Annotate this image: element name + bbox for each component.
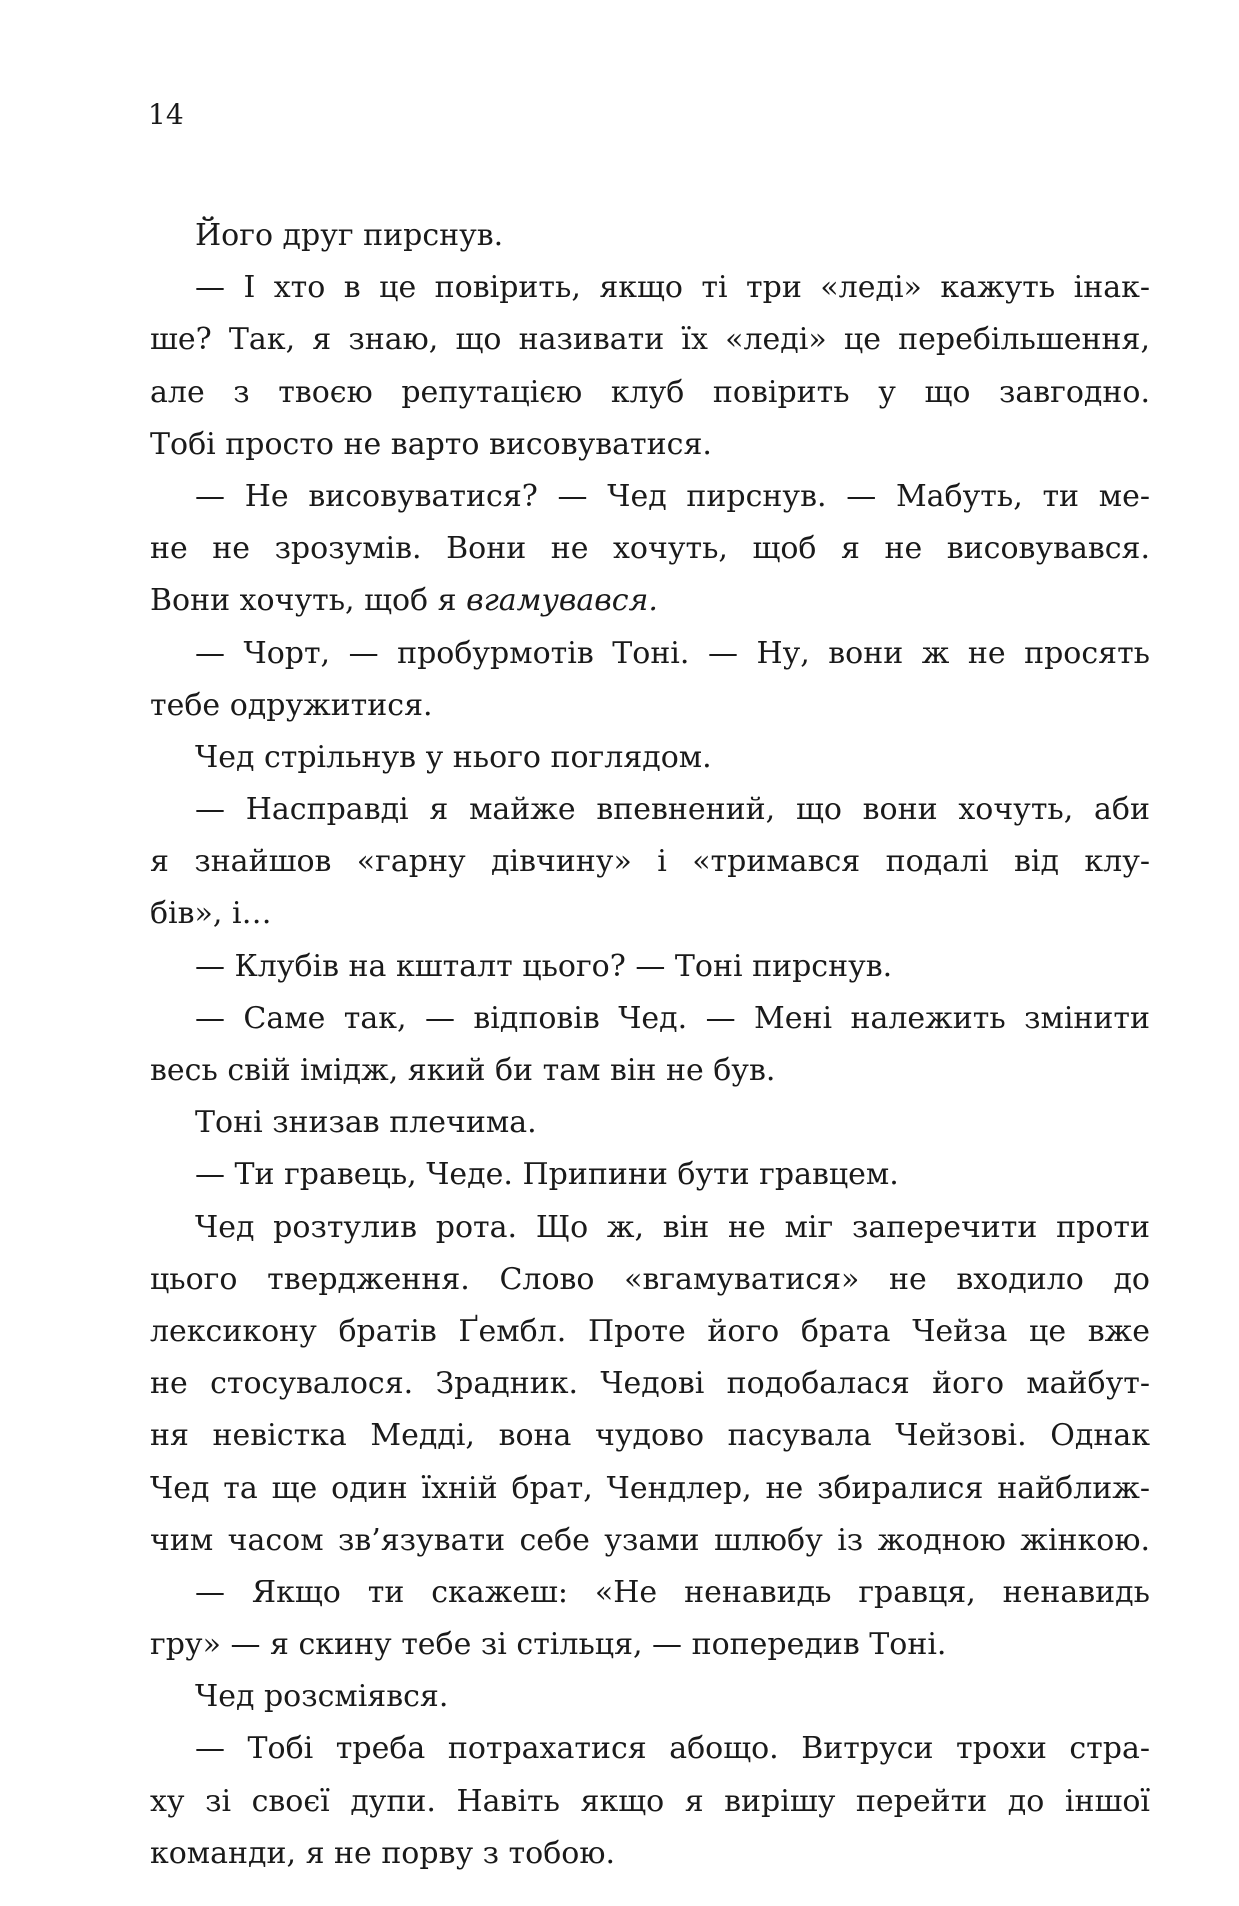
text-line: команди, я не порву з тобою.	[150, 1835, 615, 1871]
text-line: Чед та ще один їхній брат, Чендлер, не збиралися найближ-	[150, 1470, 1150, 1506]
text-line: лексикону братів Ґембл. Проте його брата Чейза це вже	[150, 1313, 1150, 1349]
text-line: — Якщо ти скажеш: «Не ненавидь гравця, ненавидь	[195, 1574, 1150, 1610]
text-line: — І хто в це повірить, якщо ті три «леді» кажуть інак-	[195, 270, 1150, 306]
text-line: я знайшов «гарну дівчину» і «тримався подалі від клу-	[150, 844, 1150, 880]
text-line: ше? Так, я знаю, що називати їх «леді» це перебільшення,	[150, 322, 1150, 358]
text-line: не не зрозумів. Вони не хочуть, щоб я не висовувався.	[150, 531, 1150, 567]
text-line: — Насправді я майже впевнений, що вони хочуть, аби	[195, 792, 1150, 828]
text-fragment: Вони хочуть, щоб я	[150, 583, 467, 619]
text-line: Тоні знизав плечима.	[195, 1105, 537, 1141]
text-line: Чед розтулив рота. Що ж, він не міг заперечити проти	[195, 1209, 1150, 1245]
text-line: — Не висовуватися? — Чед пирснув. — Мабуть, ти ме-	[195, 478, 1150, 514]
italic-word: вгамувався.	[466, 583, 658, 619]
text-line: чим часом зв’язувати себе узами шлюбу із жодною жінкою.	[150, 1522, 1150, 1558]
text-line: — Саме так, — відповів Чед. — Мені належить змінити	[195, 1000, 1150, 1036]
text-line: Чед розсміявся.	[195, 1679, 449, 1715]
text-line: — Тобі треба потрахатися абощо. Витруси трохи стра-	[195, 1731, 1150, 1767]
text-line: цього твердження. Слово «вгамуватися» не входило до	[150, 1261, 1150, 1297]
text-line: не стосувалося. Зрадник. Чедові подобалася його майбут-	[150, 1366, 1150, 1402]
text-line: — Клубів на кшталт цього? — Тоні пирснув.	[195, 948, 893, 984]
text-line: Тобі просто не варто висовуватися.	[150, 426, 712, 462]
text-line: Його друг пирснув.	[195, 218, 504, 253]
page-number: 14	[148, 98, 184, 131]
text-line: тебе одружитися.	[150, 687, 433, 723]
text-line: — Ти гравець, Чеде. Припини бути гравцем.	[195, 1157, 899, 1193]
text-line: весь свій імідж, який би там він не був.	[150, 1053, 776, 1088]
text-line: гру» — я скину тебе зі стільця, — попередив Тоні.	[150, 1627, 947, 1663]
text-line	[150, 575, 1150, 627]
text-line: але з твоєю репутацією клуб повірить у що завгодно.	[150, 374, 1150, 410]
text-line: — Чорт, — пробурмотів Тоні. — Ну, вони ж не просять	[195, 635, 1150, 671]
text-line: ху зі своєї дупи. Навіть якщо я вирішу перейти до іншої	[150, 1783, 1150, 1819]
text-line: бів», і…	[150, 896, 272, 932]
text-line: ня невістка Медді, вона чудово пасувала Чейзові. Однак	[150, 1418, 1150, 1454]
body-text	[150, 210, 1150, 1880]
text-line: Чед стрільнув у нього поглядом.	[195, 739, 712, 775]
